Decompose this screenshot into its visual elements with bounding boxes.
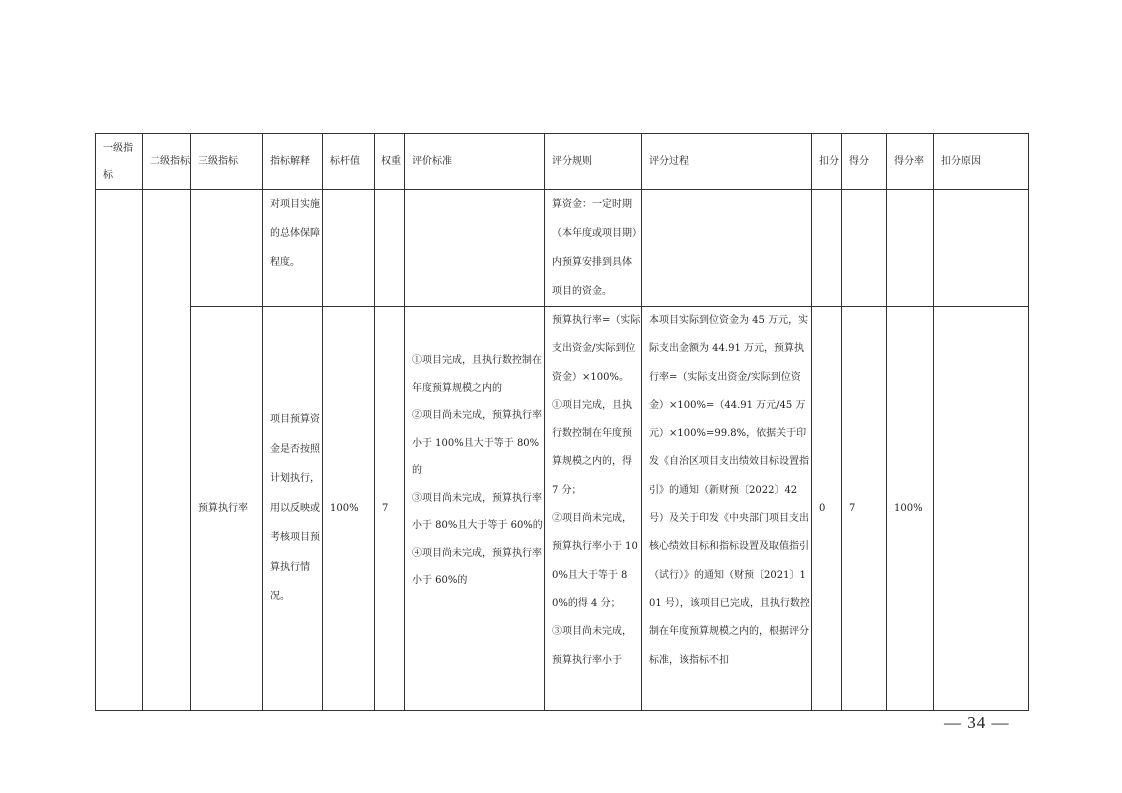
header-cell-process: 评分过程 xyxy=(642,134,812,190)
evaluation-table xyxy=(95,133,1029,711)
process-cell xyxy=(642,190,812,307)
standard-cell xyxy=(405,190,545,307)
explanation-cell: 项目预算资金是否按照计划执行，用以反映或考核项目预算执行情况。 xyxy=(263,307,323,711)
benchmark-cell: 100% xyxy=(323,307,375,711)
table-row xyxy=(96,190,1029,307)
deduction-reason-cell xyxy=(934,307,1029,711)
header-cell-level2: 二级指标 xyxy=(143,134,191,190)
level3-cell xyxy=(191,190,263,307)
weight-cell: 7 xyxy=(375,307,405,711)
header-cell-weight: 权重 xyxy=(375,134,405,190)
scoring-rule-cell: 预算执行率=（实际支出资金/实际到位资金）×100%。 ①项目完成，且执行数控制在年度预算规模之内的，得 7 分； ②项目尚未完成，预算执行率小于 100%且大于等于 80%的得 4 分； ③项目尚未完成，预算执行率小于 xyxy=(545,307,642,711)
weight-cell xyxy=(375,190,405,307)
header-cell-scoring-rule: 评分规则 xyxy=(545,134,642,190)
process-cell: 本项目实际到位资金为 45 万元，实际支出金额为 44.91 万元，预算执行率=（实际支出资金/实际到位资金）×100%=（44.91 万元/45 万元）×100%=99.8%，依据关于印发《自治区项目支出绩效目标设置指引》的通知（新财预〔2022〕42 号）及关于印发《中央部门项目支出核心绩效目标和指标设置及取值指引（试行）》的通知（财预〔2021〕101 号），该项目已完成，且执行数控制在年度预算规模之内的，根据评分标准，该指标不扣 xyxy=(642,307,812,711)
header-row xyxy=(96,134,1029,190)
header-cell-level3: 三级指标 xyxy=(191,134,263,190)
header-cell-deduction-reason: 扣分原因 xyxy=(934,134,1029,190)
header-cell-score-rate: 得分率 xyxy=(887,134,934,190)
table-row xyxy=(96,307,1029,711)
deduction-cell: 0 xyxy=(812,307,842,711)
explanation-cell: 对项目实施的总体保障程度。 xyxy=(263,190,323,307)
score-cell xyxy=(842,190,887,307)
page-number: — 34 — xyxy=(944,713,1010,732)
header-cell-level1: 一级指标 xyxy=(96,134,143,190)
header-cell-explanation: 指标解释 xyxy=(263,134,323,190)
score-rate-cell xyxy=(887,190,934,307)
benchmark-cell xyxy=(323,190,375,307)
header-cell-deduction: 扣分 xyxy=(812,134,842,190)
scoring-rule-cell: 算资金：一定时期（本年度或项目期）内预算安排到具体项目的资金。 xyxy=(545,190,642,307)
level3-cell: 预算执行率 xyxy=(191,307,263,711)
header-cell-score: 得分 xyxy=(842,134,887,190)
header-cell-standard: 评价标准 xyxy=(405,134,545,190)
level1-cell xyxy=(96,190,143,711)
level2-cell xyxy=(143,190,191,711)
score-cell: 7 xyxy=(842,307,887,711)
deduction-cell xyxy=(812,190,842,307)
standard-cell: ①项目完成，且执行数控制在年度预算规模之内的 ②项目尚未完成，预算执行率小于 100%且大于等于 80%的 ③项目尚未完成，预算执行率小于 80%且大于等于 60%的 ④项目尚未完成，预算执行率小于 60%的 xyxy=(405,307,545,711)
header-cell-benchmark: 标杆值 xyxy=(323,134,375,190)
deduction-reason-cell xyxy=(934,190,1029,307)
score-rate-cell: 100% xyxy=(887,307,934,711)
